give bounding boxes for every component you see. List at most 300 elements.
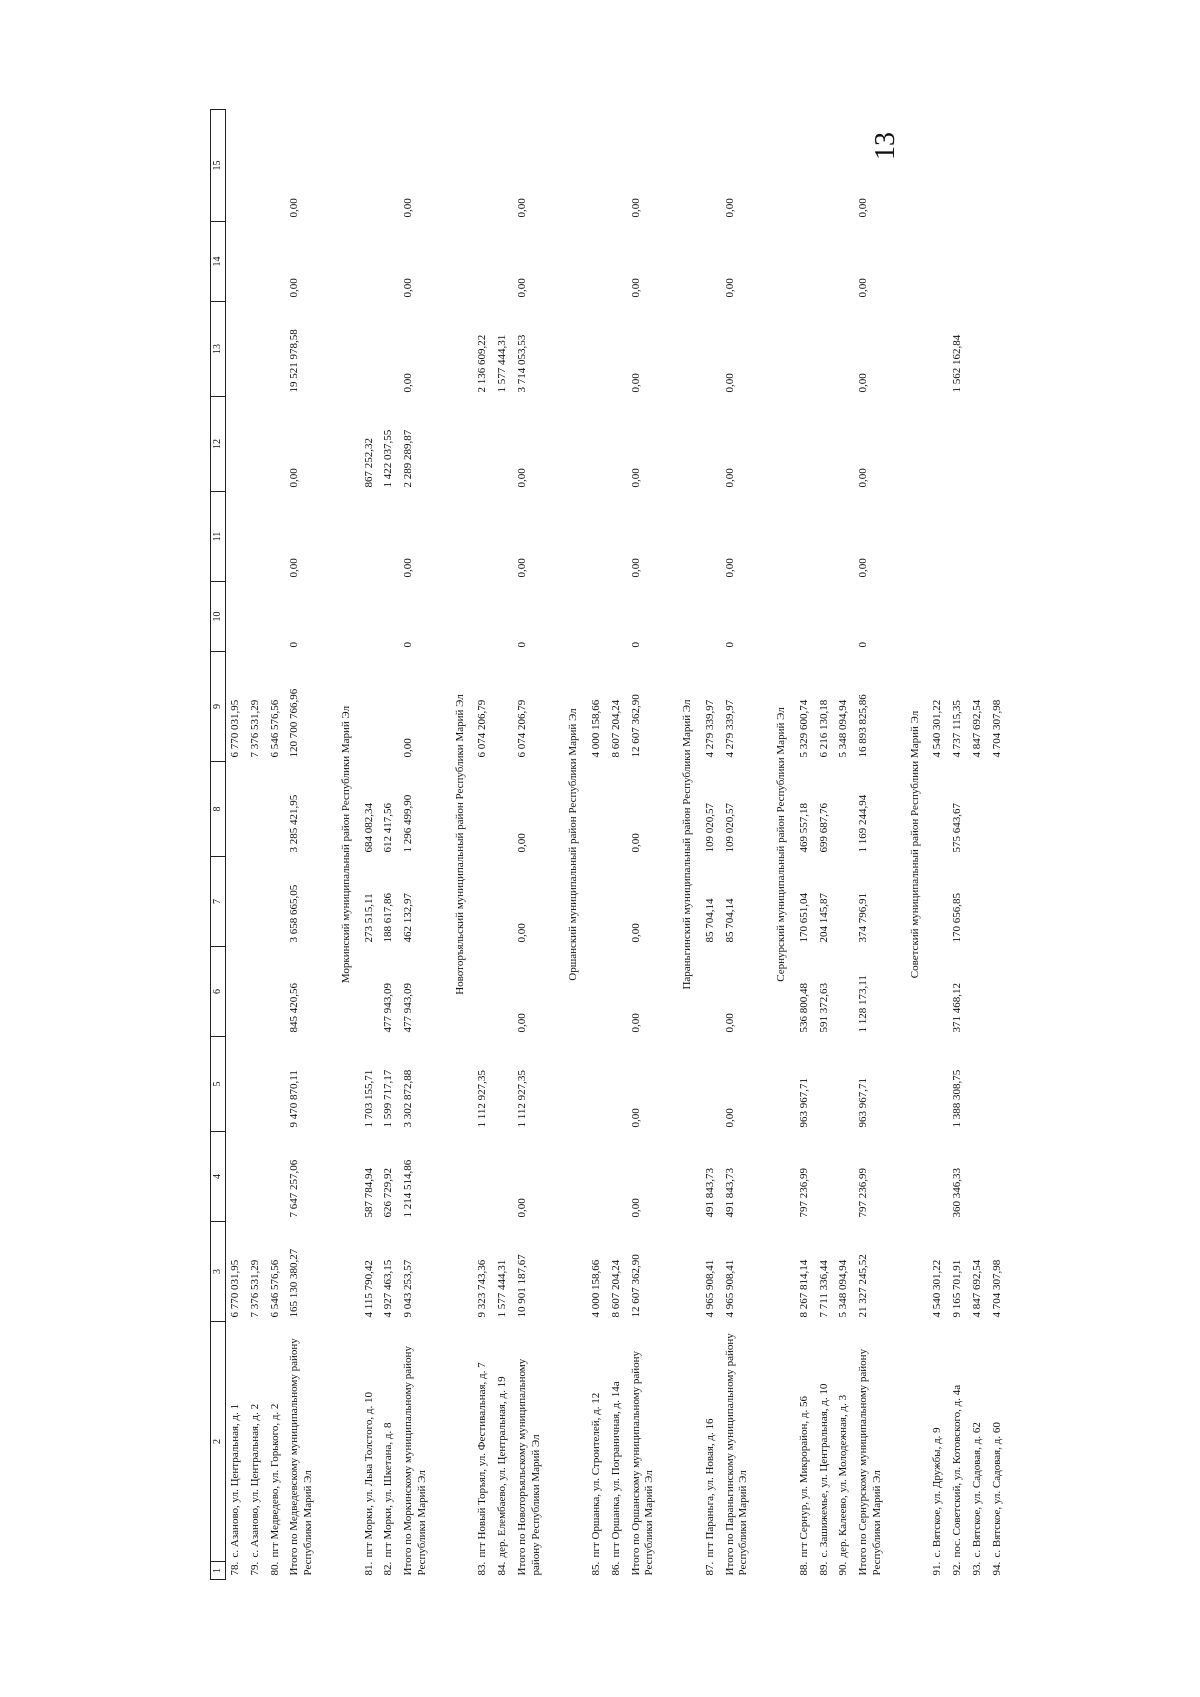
value-cell-c7: 3 658 665,05 xyxy=(288,884,301,943)
value-cell-c7: 188 617,86 xyxy=(382,893,395,943)
value-cell-c12 xyxy=(834,397,854,492)
value-cell-c14 xyxy=(360,222,380,302)
column-header-1: 1 xyxy=(211,1562,226,1580)
value-cell-c14 xyxy=(226,222,246,302)
value-cell-c10: 0 xyxy=(723,642,736,648)
value-cell-c3: 5 348 094,94 xyxy=(837,1259,850,1318)
value-cell-c8: 109 020,57 xyxy=(723,803,736,853)
column-header-4: 4 xyxy=(211,1132,226,1222)
section-title: Моркинский муниципальный район Республики Марий Эл xyxy=(339,705,352,984)
address-cell: дер. Калеево, ул. Молодежная, д. 3 xyxy=(837,1394,850,1558)
value-cell-c7: 170 656,85 xyxy=(951,893,963,943)
value-cell-c6 xyxy=(587,947,607,1037)
value-cell-c9 xyxy=(493,652,513,762)
value-cell-c10 xyxy=(928,582,948,652)
address-cell: пгт Сернур, ул. Микрорайон, д. 56 xyxy=(797,1396,810,1558)
total-row xyxy=(399,110,444,1580)
value-cell-c10 xyxy=(246,582,266,652)
address-cell: дер. Елембаево, ул. Центральная, д. 19 xyxy=(496,1376,508,1558)
value-cell-c9: 0,00 xyxy=(402,738,414,758)
table-row xyxy=(928,110,948,1580)
column-number-header xyxy=(211,110,226,1580)
value-cell-c13 xyxy=(266,302,286,397)
value-cell-c4: 491 843,73 xyxy=(703,1168,716,1218)
value-cell-c13 xyxy=(226,302,246,397)
value-cell-c12: 1 422 037,55 xyxy=(382,429,395,488)
value-cell-c13 xyxy=(988,302,1008,397)
capital-repair-table xyxy=(210,109,1007,1580)
value-cell-c5: 0,00 xyxy=(629,1108,642,1128)
value-cell-c3: 4 000 158,66 xyxy=(590,1259,602,1318)
value-cell-c8: 3 285 421,95 xyxy=(288,794,301,853)
value-cell-c5 xyxy=(815,1037,835,1132)
value-cell-c13: 0,00 xyxy=(402,373,414,393)
value-cell-c6 xyxy=(988,947,1008,1037)
value-cell-c15: 0,00 xyxy=(857,198,869,218)
address-cell: с. Вятское, ул. Садовая, д. 62 xyxy=(970,1422,983,1558)
value-cell-c10 xyxy=(379,582,399,652)
value-cell-c10 xyxy=(968,582,988,652)
table-row xyxy=(948,110,968,1580)
value-cell-c7 xyxy=(226,857,246,947)
value-cell-c11 xyxy=(795,492,815,582)
section-title: Сернурский муниципальный район Республики Марий Эл xyxy=(775,707,787,982)
value-cell-c13: 0,00 xyxy=(857,373,869,393)
value-cell-c14 xyxy=(701,222,721,302)
row-number: 83. xyxy=(476,1561,489,1576)
value-cell-c10 xyxy=(226,582,246,652)
value-cell-c3: 7 376 531,29 xyxy=(248,1259,261,1318)
value-cell-c8 xyxy=(587,762,607,857)
value-cell-c7 xyxy=(493,857,513,947)
value-cell-c11: 0,00 xyxy=(629,558,642,578)
value-cell-c7: 204 145,87 xyxy=(817,893,830,943)
value-cell-c14: 0,00 xyxy=(857,278,869,298)
value-cell-c5: 0,00 xyxy=(723,1108,736,1128)
value-cell-c4: 0,00 xyxy=(515,1198,528,1218)
column-header-6: 6 xyxy=(211,947,226,1037)
value-cell-c8 xyxy=(968,762,988,857)
value-cell-c11 xyxy=(948,492,968,582)
value-cell-c9: 6 074 206,79 xyxy=(515,699,528,758)
value-cell-c6 xyxy=(607,947,627,1037)
section-title: Параньгинский муниципальный район Республики Марий Эл xyxy=(681,699,693,990)
column-header-8: 8 xyxy=(211,762,226,857)
value-cell-c5: 1 112 927,35 xyxy=(476,1070,489,1128)
value-cell-c8: 575 643,67 xyxy=(951,803,963,853)
value-cell-c8 xyxy=(834,762,854,857)
value-cell-c4: 797 236,99 xyxy=(797,1168,810,1218)
value-cell-c10 xyxy=(815,582,835,652)
value-cell-c11 xyxy=(834,492,854,582)
value-cell-c4: 797 236,99 xyxy=(857,1168,869,1218)
value-cell-c11: 0,00 xyxy=(288,558,301,578)
value-cell-c5: 1 112 927,35 xyxy=(515,1070,528,1128)
value-cell-c10: 0 xyxy=(629,642,642,648)
value-cell-c9: 7 376 531,29 xyxy=(248,699,261,758)
value-cell-c15 xyxy=(795,110,815,222)
row-number: 78. xyxy=(229,1561,241,1576)
section-row xyxy=(330,110,360,1580)
value-cell-c15 xyxy=(815,110,835,222)
value-cell-c4 xyxy=(928,1132,948,1222)
value-cell-c5: 9 470 870,11 xyxy=(288,1070,301,1128)
address-cell: пгт Оршанка, ул. Пограничная, д. 14а xyxy=(609,1381,622,1558)
address-cell: с. Зашижемье, ул. Центральная, д. 10 xyxy=(817,1383,830,1558)
value-cell-c8 xyxy=(226,762,246,857)
value-cell-c14 xyxy=(834,222,854,302)
value-cell-c8: 469 557,18 xyxy=(797,803,810,853)
value-cell-c15 xyxy=(473,110,493,222)
section-title: Оршанский муниципальный район Республики Марий Эл xyxy=(567,708,580,981)
value-cell-c11 xyxy=(226,492,246,582)
section-row xyxy=(557,110,587,1580)
value-cell-c3: 8 267 814,14 xyxy=(797,1259,810,1318)
value-cell-c10 xyxy=(701,582,721,652)
value-cell-c11 xyxy=(701,492,721,582)
value-cell-c14 xyxy=(795,222,815,302)
value-cell-c7: 85 704,14 xyxy=(703,898,716,943)
value-cell-c6 xyxy=(473,947,493,1037)
value-cell-c3: 9 043 253,57 xyxy=(402,1259,414,1318)
row-number: 85. xyxy=(590,1561,602,1576)
value-cell-c15 xyxy=(607,110,627,222)
value-cell-c15: 0,00 xyxy=(515,198,528,218)
address-cell: пгт Медведево, ул. Горького, д. 2 xyxy=(268,1403,281,1558)
value-cell-c13: 3 714 053,53 xyxy=(515,334,528,393)
value-cell-c15 xyxy=(246,110,266,222)
value-cell-c12: 0,00 xyxy=(515,468,528,488)
value-cell-c9: 4 540 301,22 xyxy=(931,699,944,758)
column-header-3: 3 xyxy=(211,1222,226,1322)
value-cell-c8: 0,00 xyxy=(515,833,528,853)
value-cell-c12: 0,00 xyxy=(629,468,642,488)
value-cell-c6 xyxy=(226,947,246,1037)
value-cell-c3: 12 607 362,90 xyxy=(629,1254,642,1318)
value-cell-c12: 0,00 xyxy=(288,468,301,488)
value-cell-c11 xyxy=(266,492,286,582)
value-cell-c14: 0,00 xyxy=(288,278,301,298)
value-cell-c3: 4 704 307,98 xyxy=(990,1259,1003,1318)
value-cell-c8: 612 417,56 xyxy=(382,803,395,853)
table-row xyxy=(795,110,815,1580)
value-cell-c13 xyxy=(379,302,399,397)
value-cell-c6 xyxy=(928,947,948,1037)
value-cell-c13 xyxy=(968,302,988,397)
value-cell-c9: 6 074 206,79 xyxy=(476,699,489,758)
value-cell-c4: 587 784,94 xyxy=(362,1168,375,1218)
address-cell: с. Азаново, ул. Центральная, д. 1 xyxy=(229,1403,241,1558)
row-number: 80. xyxy=(268,1561,281,1576)
value-cell-c12 xyxy=(795,397,815,492)
value-cell-c7: 273 515,11 xyxy=(362,893,375,943)
value-cell-c10 xyxy=(360,582,380,652)
value-cell-c14: 0,00 xyxy=(723,278,736,298)
address-cell: с. Азаново, ул. Центральная, д. 2 xyxy=(248,1403,261,1558)
value-cell-c9: 12 607 362,90 xyxy=(629,694,642,758)
value-cell-c13 xyxy=(246,302,266,397)
address-cell: пгт Параньга, ул. Новая, д. 16 xyxy=(703,1418,716,1558)
row-number: 93. xyxy=(970,1561,983,1576)
value-cell-c9: 8 607 204,24 xyxy=(609,699,622,758)
value-cell-c7 xyxy=(834,857,854,947)
value-cell-c12 xyxy=(928,397,948,492)
column-header-13: 13 xyxy=(211,302,226,397)
value-cell-c3: 4 115 790,42 xyxy=(362,1260,375,1318)
column-header-5: 5 xyxy=(211,1037,226,1132)
value-cell-c6: 477 943,09 xyxy=(402,983,414,1033)
table-row xyxy=(968,110,988,1580)
value-cell-c6 xyxy=(701,947,721,1037)
total-label: Итого по Оршанскому муниципальному району Республики Марий Эл xyxy=(629,1350,656,1576)
table-row xyxy=(587,110,607,1580)
value-cell-c9: 6 216 130,18 xyxy=(817,699,830,758)
column-header-15: 15 xyxy=(211,110,226,222)
value-cell-c15 xyxy=(948,110,968,222)
value-cell-c14 xyxy=(928,222,948,302)
value-cell-c5 xyxy=(587,1037,607,1132)
section-row xyxy=(444,110,474,1580)
section-title: Новоторъяльский муниципальный район Республики Марий Эл xyxy=(453,694,466,995)
column-header-9: 9 xyxy=(211,652,226,762)
value-cell-c12 xyxy=(968,397,988,492)
value-cell-c9: 6 546 576,56 xyxy=(268,699,281,758)
value-cell-c8 xyxy=(988,762,1008,857)
value-cell-c6 xyxy=(834,947,854,1037)
value-cell-c4 xyxy=(266,1132,286,1222)
value-cell-c14 xyxy=(968,222,988,302)
value-cell-c15: 0,00 xyxy=(723,198,736,218)
value-cell-c3: 21 327 245,52 xyxy=(857,1254,869,1318)
address-cell: пгт Оршанка, ул. Строителей, д. 12 xyxy=(590,1392,602,1558)
value-cell-c13: 0,00 xyxy=(629,373,642,393)
table-body xyxy=(226,110,1008,1580)
value-cell-c11: 0,00 xyxy=(723,558,736,578)
row-number: 90. xyxy=(837,1561,850,1576)
value-cell-c3: 10 901 187,67 xyxy=(515,1254,528,1318)
value-cell-c4 xyxy=(988,1132,1008,1222)
value-cell-c13 xyxy=(587,302,607,397)
value-cell-c11: 0,00 xyxy=(515,558,528,578)
total-label: Итого по Параньгинскому муниципальному району Республики Марий Эл xyxy=(723,1333,750,1576)
value-cell-c13: 1 562 162,84 xyxy=(951,334,963,393)
value-cell-c15: 0,00 xyxy=(288,198,301,218)
value-cell-c7: 85 704,14 xyxy=(723,898,736,943)
value-cell-c7 xyxy=(928,857,948,947)
value-cell-c3: 4 965 908,41 xyxy=(703,1259,716,1318)
value-cell-c8 xyxy=(473,762,493,857)
value-cell-c11 xyxy=(473,492,493,582)
total-label: Итого по Сернурскому муниципальному району Республики Марий Эл xyxy=(857,1348,883,1576)
value-cell-c13: 2 136 609,22 xyxy=(476,334,489,393)
value-cell-c7: 170 651,04 xyxy=(797,893,810,943)
value-cell-c9: 4 704 307,98 xyxy=(990,699,1003,758)
value-cell-c5 xyxy=(701,1037,721,1132)
value-cell-c14 xyxy=(493,222,513,302)
value-cell-c13 xyxy=(360,302,380,397)
value-cell-c11 xyxy=(493,492,513,582)
value-cell-c6 xyxy=(493,947,513,1037)
value-cell-c4 xyxy=(246,1132,266,1222)
value-cell-c7 xyxy=(968,857,988,947)
value-cell-c5 xyxy=(928,1037,948,1132)
value-cell-c9: 4 847 692,54 xyxy=(970,699,983,758)
value-cell-c13: 19 521 978,58 xyxy=(288,329,301,393)
value-cell-c5: 1 703 155,71 xyxy=(362,1069,375,1128)
table-row xyxy=(493,110,513,1580)
value-cell-c13 xyxy=(815,302,835,397)
column-header-12: 12 xyxy=(211,397,226,492)
address-cell: пгт Морки, ул. Льва Толстого, д. 10 xyxy=(362,1392,375,1558)
row-number: 91. xyxy=(931,1561,944,1576)
value-cell-c15 xyxy=(587,110,607,222)
value-cell-c3: 165 130 380,27 xyxy=(288,1248,301,1318)
column-header-14: 14 xyxy=(211,222,226,302)
value-cell-c15 xyxy=(360,110,380,222)
value-cell-c4: 0,00 xyxy=(629,1198,642,1218)
value-cell-c10: 0 xyxy=(857,642,869,648)
row-number: 81. xyxy=(362,1561,375,1576)
value-cell-c11 xyxy=(988,492,1008,582)
value-cell-c13 xyxy=(701,302,721,397)
row-number: 82. xyxy=(382,1561,395,1576)
value-cell-c9: 4 000 158,66 xyxy=(590,699,602,758)
value-cell-c12: 0,00 xyxy=(723,468,736,488)
value-cell-c12 xyxy=(473,397,493,492)
value-cell-c7: 374 796,91 xyxy=(857,893,869,943)
value-cell-c6 xyxy=(246,947,266,1037)
value-cell-c15 xyxy=(701,110,721,222)
value-cell-c8 xyxy=(607,762,627,857)
value-cell-c8: 1 296 499,90 xyxy=(402,794,414,853)
value-cell-c12 xyxy=(815,397,835,492)
value-cell-c7: 0,00 xyxy=(515,923,528,943)
value-cell-c8: 1 169 244,94 xyxy=(857,794,869,853)
table-row xyxy=(607,110,627,1580)
value-cell-c3: 4 540 301,22 xyxy=(931,1259,944,1318)
rotated-table-container xyxy=(210,110,1010,1580)
value-cell-c10: 0 xyxy=(515,642,528,648)
value-cell-c5: 3 302 872,88 xyxy=(402,1069,414,1128)
value-cell-c12 xyxy=(701,397,721,492)
value-cell-c12 xyxy=(988,397,1008,492)
value-cell-c6: 0,00 xyxy=(629,1013,642,1033)
value-cell-c5 xyxy=(226,1037,246,1132)
row-number: 86. xyxy=(609,1561,622,1576)
value-cell-c4 xyxy=(226,1132,246,1222)
section-row xyxy=(899,110,929,1580)
section-row xyxy=(765,110,795,1580)
value-cell-c13: 0,00 xyxy=(723,373,736,393)
table-row xyxy=(246,110,266,1580)
value-cell-c8 xyxy=(266,762,286,857)
value-cell-c3: 8 607 204,24 xyxy=(609,1259,622,1318)
value-cell-c3: 6 770 031,95 xyxy=(229,1259,241,1318)
value-cell-c3: 4 847 692,54 xyxy=(970,1259,983,1318)
value-cell-c15 xyxy=(834,110,854,222)
row-number: 79. xyxy=(248,1561,261,1576)
value-cell-c10 xyxy=(988,582,1008,652)
value-cell-c6: 845 420,56 xyxy=(288,983,301,1033)
value-cell-c3: 7 711 336,44 xyxy=(817,1260,830,1318)
value-cell-c13 xyxy=(928,302,948,397)
value-cell-c5 xyxy=(834,1037,854,1132)
value-cell-c13 xyxy=(834,302,854,397)
total-label: Итого по Моркинскому муниципальному району Республики Марий Эл xyxy=(402,1346,428,1576)
section-title: Советский муниципальный район Республики Марий Эл xyxy=(908,710,921,979)
value-cell-c4 xyxy=(493,1132,513,1222)
value-cell-c15 xyxy=(493,110,513,222)
value-cell-c13 xyxy=(795,302,815,397)
address-cell: пгт Морки, ул. Шкетана, д. 8 xyxy=(382,1422,395,1558)
value-cell-c10 xyxy=(493,582,513,652)
row-number: 88. xyxy=(797,1561,810,1576)
table-row xyxy=(834,110,854,1580)
value-cell-c6: 536 800,48 xyxy=(797,983,810,1033)
value-cell-c12 xyxy=(246,397,266,492)
value-cell-c15: 0,00 xyxy=(629,198,642,218)
value-cell-c10 xyxy=(607,582,627,652)
value-cell-c12: 0,00 xyxy=(857,468,869,488)
total-row xyxy=(854,110,899,1580)
total-label: Итого по Новоторъяльскому муниципальному району Республики Марий Эл xyxy=(515,1358,542,1576)
value-cell-c9: 4 279 339,97 xyxy=(723,699,736,758)
total-row xyxy=(513,110,558,1580)
value-cell-c11 xyxy=(246,492,266,582)
value-cell-c5 xyxy=(266,1037,286,1132)
column-header-7: 7 xyxy=(211,857,226,947)
value-cell-c15 xyxy=(968,110,988,222)
value-cell-c7 xyxy=(473,857,493,947)
value-cell-c8 xyxy=(493,762,513,857)
value-cell-c7: 462 132,97 xyxy=(402,893,414,943)
value-cell-c11 xyxy=(607,492,627,582)
value-cell-c5: 963 967,71 xyxy=(797,1078,810,1128)
value-cell-c3: 1 577 444,31 xyxy=(496,1259,508,1318)
value-cell-c9 xyxy=(379,652,399,762)
row-number: 92. xyxy=(951,1561,963,1576)
value-cell-c9: 4 279 339,97 xyxy=(703,699,716,758)
row-number: 89. xyxy=(817,1561,830,1576)
value-cell-c6: 1 128 173,11 xyxy=(857,975,869,1033)
value-cell-c7 xyxy=(988,857,1008,947)
value-cell-c9: 4 737 115,35 xyxy=(951,700,963,758)
value-cell-c4 xyxy=(587,1132,607,1222)
value-cell-c12 xyxy=(607,397,627,492)
value-cell-c11: 0,00 xyxy=(402,558,414,578)
total-label: Итого по Медведевскому муниципальному району Республики Марий Эл xyxy=(288,1338,314,1576)
value-cell-c12: 867 252,32 xyxy=(362,438,375,488)
table-row xyxy=(266,110,286,1580)
value-cell-c12 xyxy=(948,397,968,492)
column-header-10: 10 xyxy=(211,582,226,652)
value-cell-c6 xyxy=(266,947,286,1037)
value-cell-c11: 0,00 xyxy=(857,558,869,578)
value-cell-c14 xyxy=(948,222,968,302)
table-row xyxy=(226,110,246,1580)
value-cell-c6 xyxy=(360,947,380,1037)
value-cell-c4: 491 843,73 xyxy=(723,1168,736,1218)
value-cell-c6: 0,00 xyxy=(723,1013,736,1033)
value-cell-c12 xyxy=(266,397,286,492)
value-cell-c14 xyxy=(379,222,399,302)
value-cell-c4: 360 346,33 xyxy=(951,1168,963,1218)
value-cell-c14 xyxy=(988,222,1008,302)
value-cell-c4: 1 214 514,86 xyxy=(402,1159,414,1218)
value-cell-c4 xyxy=(968,1132,988,1222)
value-cell-c14 xyxy=(587,222,607,302)
row-number: 94. xyxy=(990,1561,1003,1576)
